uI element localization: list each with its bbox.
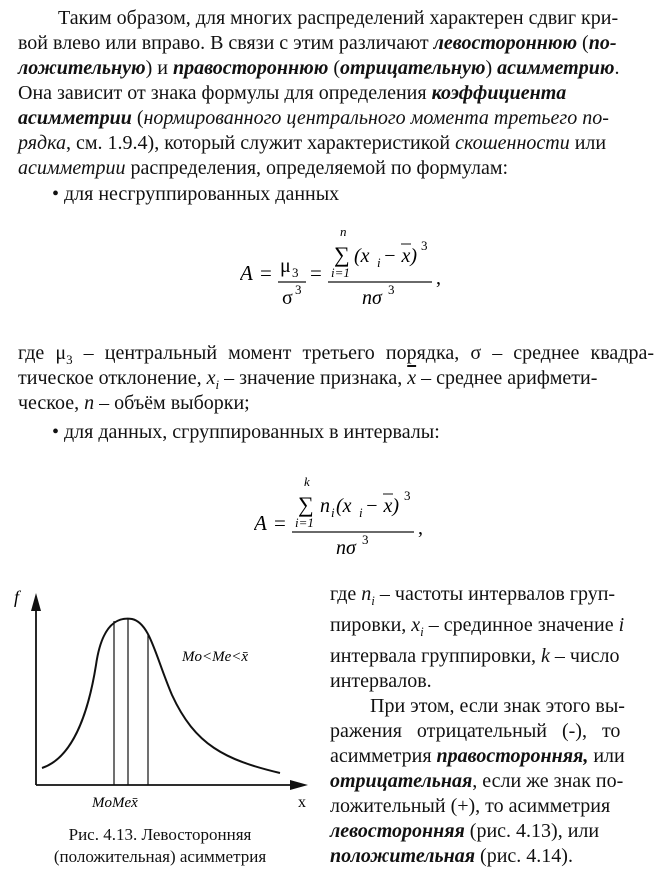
text: – объём выборки; — [94, 392, 250, 414]
bullet-ungrouped — [18, 182, 670, 207]
var-x-bar: $\overline{x}$ — [407, 367, 417, 389]
text: – значение признака, — [219, 367, 408, 389]
text: тическое отклонение, — [18, 367, 207, 389]
sum-upper: n — [340, 224, 347, 239]
text: – срединное значение — [423, 614, 619, 636]
term-positive: положительная — [330, 845, 476, 867]
mu-subscript: 3 — [292, 265, 299, 280]
formula-lhs: A — [254, 511, 267, 535]
text: асимметрия — [330, 745, 437, 767]
term-power: 3 — [421, 238, 428, 253]
para1-line4 — [18, 81, 654, 106]
svg-text:=: = — [274, 511, 286, 535]
n-sub: i — [331, 505, 335, 520]
term-negative: отрицательную — [340, 57, 486, 79]
para1-line5 — [18, 106, 654, 131]
term-left-sided: левостороннюю — [433, 32, 578, 54]
svg-text:=: = — [260, 261, 272, 285]
right-line2 — [330, 613, 654, 644]
right-column — [330, 582, 654, 869]
sum-lower: i=1 — [295, 515, 314, 530]
sum-sign: ∑ — [298, 492, 314, 517]
text: пировки, — [330, 614, 412, 636]
ticks-label: MoMex̄ — [92, 795, 138, 811]
text: – число — [549, 645, 620, 667]
var-n: n — [84, 392, 95, 414]
subscript: i — [371, 593, 375, 608]
term-power: 3 — [404, 488, 411, 503]
var-x: x — [411, 614, 421, 636]
caption-line1: Рис. 4.13. Левосторонняя — [68, 825, 252, 844]
text: распределения, определяемой по формулам: — [125, 157, 509, 179]
subscript: 3 — [66, 352, 73, 367]
var-x: x — [206, 367, 216, 389]
term-right-sided: правостороннюю — [172, 57, 329, 79]
sigma-symbol: σ — [282, 287, 293, 309]
term-rest: − x) — [383, 245, 418, 267]
term-asymmetry: асимметрию — [497, 57, 615, 79]
term-left-sided: левосторонняя — [330, 820, 465, 842]
term-positive: ложительную — [18, 57, 146, 79]
text: , см. 1.9.4), который служит характеристикой — [66, 132, 456, 154]
sum-lower: i=1 — [331, 265, 350, 280]
term-negative: отрицательная — [330, 770, 473, 792]
text: (рис. 4.13), или — [464, 820, 600, 842]
text: ) — [485, 57, 498, 79]
para1-line1 — [58, 6, 654, 31]
text: вой влево или вправо. В связи с этим различают — [18, 32, 434, 54]
para1-line7 — [18, 156, 654, 181]
term-coefficient: коэффициента — [431, 82, 567, 104]
figure-caption — [0, 824, 320, 868]
text-italic: рядка — [18, 132, 67, 154]
right-line3 — [330, 644, 654, 669]
text-italic: нормированного центрального момента третьего по- — [143, 107, 609, 129]
text: где — [330, 583, 362, 605]
right-line9: ложительный (+), то асимметрия — [330, 795, 611, 817]
right-line1 — [330, 582, 654, 613]
term-asymmetry: асимметрии — [18, 107, 132, 129]
text: – частоты интервалов груп- — [374, 583, 616, 605]
sigma-power: 3 — [295, 282, 302, 297]
text-italic: скошенности — [455, 132, 570, 154]
text: интервала группировки, — [330, 645, 542, 667]
para1-line3 — [18, 56, 654, 81]
term-positive: по- — [588, 32, 617, 54]
right-line6: ражения отрицательный (-), то — [330, 720, 621, 742]
y-axis-arrow — [31, 593, 41, 611]
denom-power: 3 — [362, 532, 369, 547]
formula-lhs: A — [240, 261, 253, 285]
var-i: i — [618, 614, 625, 636]
where1-line3 — [18, 391, 654, 416]
text: ) и — [145, 57, 173, 79]
text-italic: асимметрии — [18, 157, 126, 179]
bullet-text: • для данных, сгруппированных в интервалы: — [52, 421, 440, 443]
bullet-grouped — [18, 420, 670, 445]
formula-grouped — [254, 472, 454, 562]
text: Таким образом, для многих распределений характерен сдвиг кри- — [58, 7, 619, 29]
term: (x — [354, 245, 370, 267]
sum-upper: k — [304, 474, 310, 489]
para1-line6 — [18, 131, 654, 156]
denominator: nσ — [362, 287, 382, 309]
var-k: k — [541, 645, 550, 667]
subscript: i — [420, 624, 424, 639]
text: – центральный момент третьего порядка, σ – среднее квадра- — [72, 342, 654, 364]
subscript: i — [215, 377, 220, 392]
text: или — [569, 132, 607, 154]
right-line8 — [330, 769, 654, 794]
bullet-text: • для несгруппированных данных — [52, 183, 340, 205]
text: ( — [577, 32, 589, 54]
right-line5: При этом, если знак этого вы- — [370, 695, 625, 717]
text: ( — [328, 57, 341, 79]
text: ческое, — [18, 392, 85, 414]
formula-ungrouped — [240, 222, 450, 312]
text: . — [614, 57, 620, 79]
svg-text:=: = — [310, 261, 322, 285]
text: , если же знак по- — [472, 770, 624, 792]
n-var: n — [320, 495, 330, 517]
text: – среднее арифмети- — [416, 367, 598, 389]
sum-sign: ∑ — [334, 242, 350, 267]
mu-symbol: μ — [280, 255, 291, 277]
right-line10 — [330, 819, 654, 844]
term-rest: − x) — [365, 495, 400, 517]
comma: , — [418, 517, 423, 539]
x-axis-label: x — [298, 794, 306, 811]
text: или — [588, 745, 625, 767]
term: (x — [336, 495, 352, 517]
denom-power: 3 — [388, 282, 395, 297]
figure-left-skew-chart — [10, 585, 320, 820]
x-axis-arrow — [290, 780, 308, 790]
right-line4: интервалов. — [330, 670, 432, 692]
term-sub: i — [359, 505, 363, 520]
text: где μ — [18, 342, 67, 364]
distribution-curve — [42, 619, 280, 773]
var-n: n — [361, 583, 372, 605]
denominator: nσ — [336, 537, 356, 559]
comma: , — [436, 267, 441, 289]
caption-line2: (положительная) асимметрия — [53, 847, 267, 866]
text: Она зависит от знака формулы для определения — [18, 82, 432, 104]
right-line11 — [330, 844, 654, 869]
term-sub: i — [377, 255, 381, 270]
text: (рис. 4.14). — [475, 845, 573, 867]
para1-line2 — [18, 31, 654, 56]
text: ( — [131, 107, 144, 129]
term-right-sided: правосторонняя, — [436, 745, 589, 767]
y-axis-label: f — [14, 587, 20, 607]
inequality-annotation: Mo<Me<x̄ — [182, 649, 249, 665]
right-line7 — [330, 744, 654, 769]
